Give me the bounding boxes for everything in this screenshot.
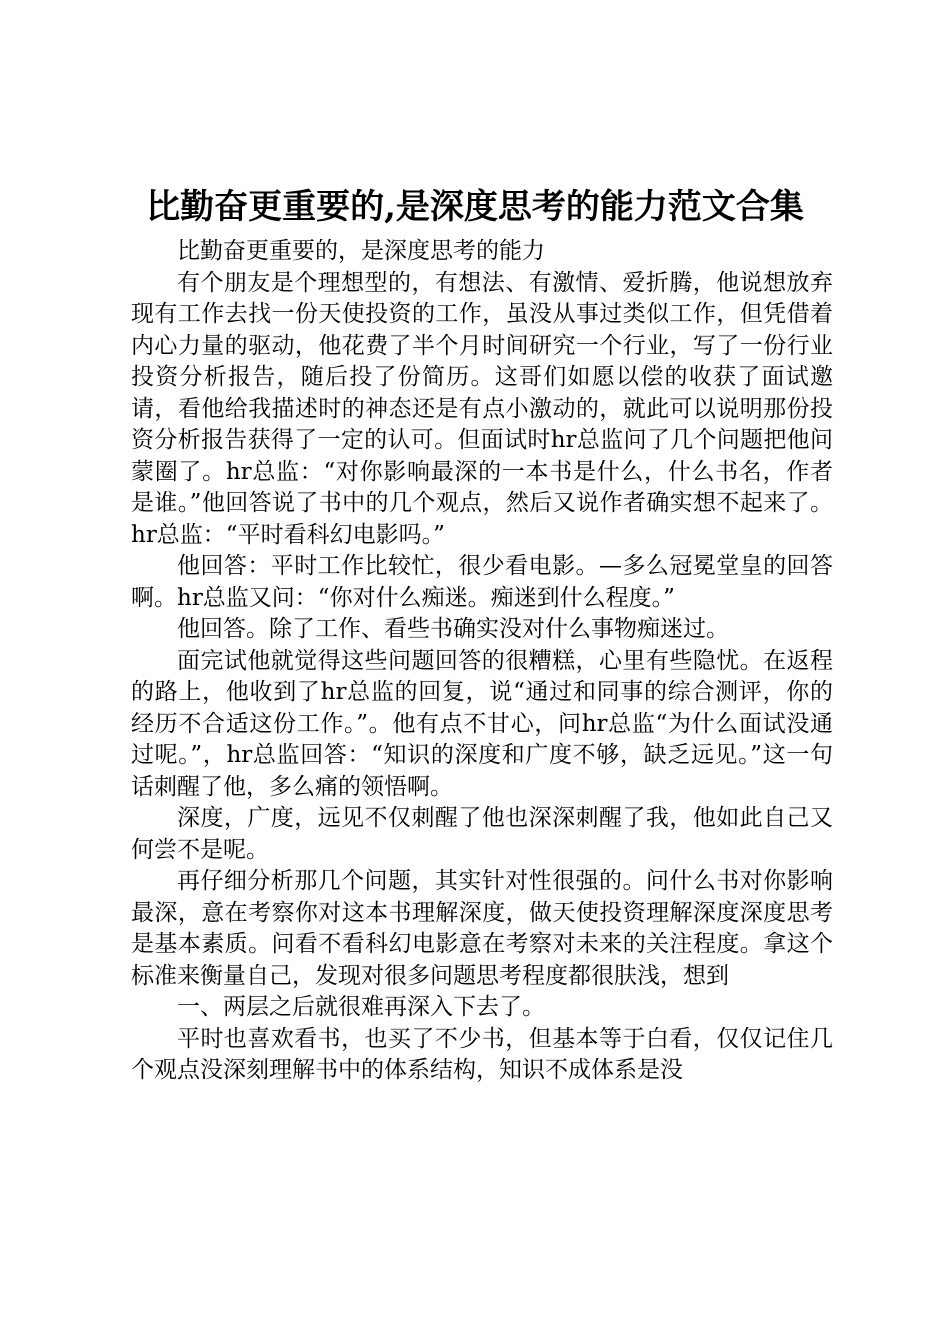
- paragraph: 有个朋友是个理想型的，有想法、有激情、爱折腾，他说想放弃现有工作去找一份天使投资的工作，虽没从事过类似工作，但凭借着内心力量的驱动，他花费了半个月时间研究一个行业，写了一份行业投资分析报告，随后投了份简历。这哥们如愿以偿的收获了面试邀请，看他给我描述时的神态还是有点小激动的，就此可以说明那份投资分析报告获得了一定的认可。但面试时hr总监问了几个问题把他问蒙圈了。hr总监：“对你影响最深的一本书是什么，什么书名，作者是谁。”他回答说了书中的几个观点，然后又说作者确实想不起来了。hr总监：“平时看科幻电影吗。”: [131, 269, 833, 548]
- document-body: [131, 236, 833, 1087]
- paragraph: 他回答：平时工作比较忙，很少看电影。—多么冠冕堂皇的回答啊。hr总监又问：“你对什么痴迷。痴迷到什么程度。”: [131, 553, 833, 611]
- document-title: 比勤奋更重要的,是深度思考的能力范文合集: [146, 187, 804, 227]
- paragraph: 一、两层之后就很难再深入下去了。: [177, 994, 545, 1020]
- paragraph: 再仔细分析那几个问题，其实针对性很强的。问什么书对你影响最深，意在考察你对这本书理解深度，做天使投资理解深度深度思考是基本素质。问看不看科幻电影意在考察对未来的关注程度。拿这个标准来衡量自己，发现对很多问题思考程度都很肤浅，想到: [131, 868, 833, 989]
- paragraph: 深度，广度，远见不仅刺醒了他也深深刺醒了我，他如此自己又何尝不是呢。: [131, 805, 833, 863]
- paragraph: 他回答。除了工作、看些书确实没对什么事物痴迷过。: [177, 616, 729, 642]
- paragraph: 平时也喜欢看书，也买了不少书，但基本等于白看，仅仅记住几个观点没深刻理解书中的体系结构，知识不成体系是没: [131, 1025, 833, 1083]
- paragraph-subtitle: 比勤奋更重要的，是深度思考的能力: [177, 238, 545, 264]
- paragraph: 面完试他就觉得这些问题回答的很糟糕，心里有些隐忧。在返程的路上，他收到了hr总监的回复，说“通过和同事的综合测评，你的经历不合适这份工作。”。他有点不甘心，问hr总监“为什么面试没通过呢。”，hr总监回答：“知识的深度和广度不够，缺乏远见。”这一句话刺醒了他，多么痛的领悟啊。: [131, 647, 833, 800]
